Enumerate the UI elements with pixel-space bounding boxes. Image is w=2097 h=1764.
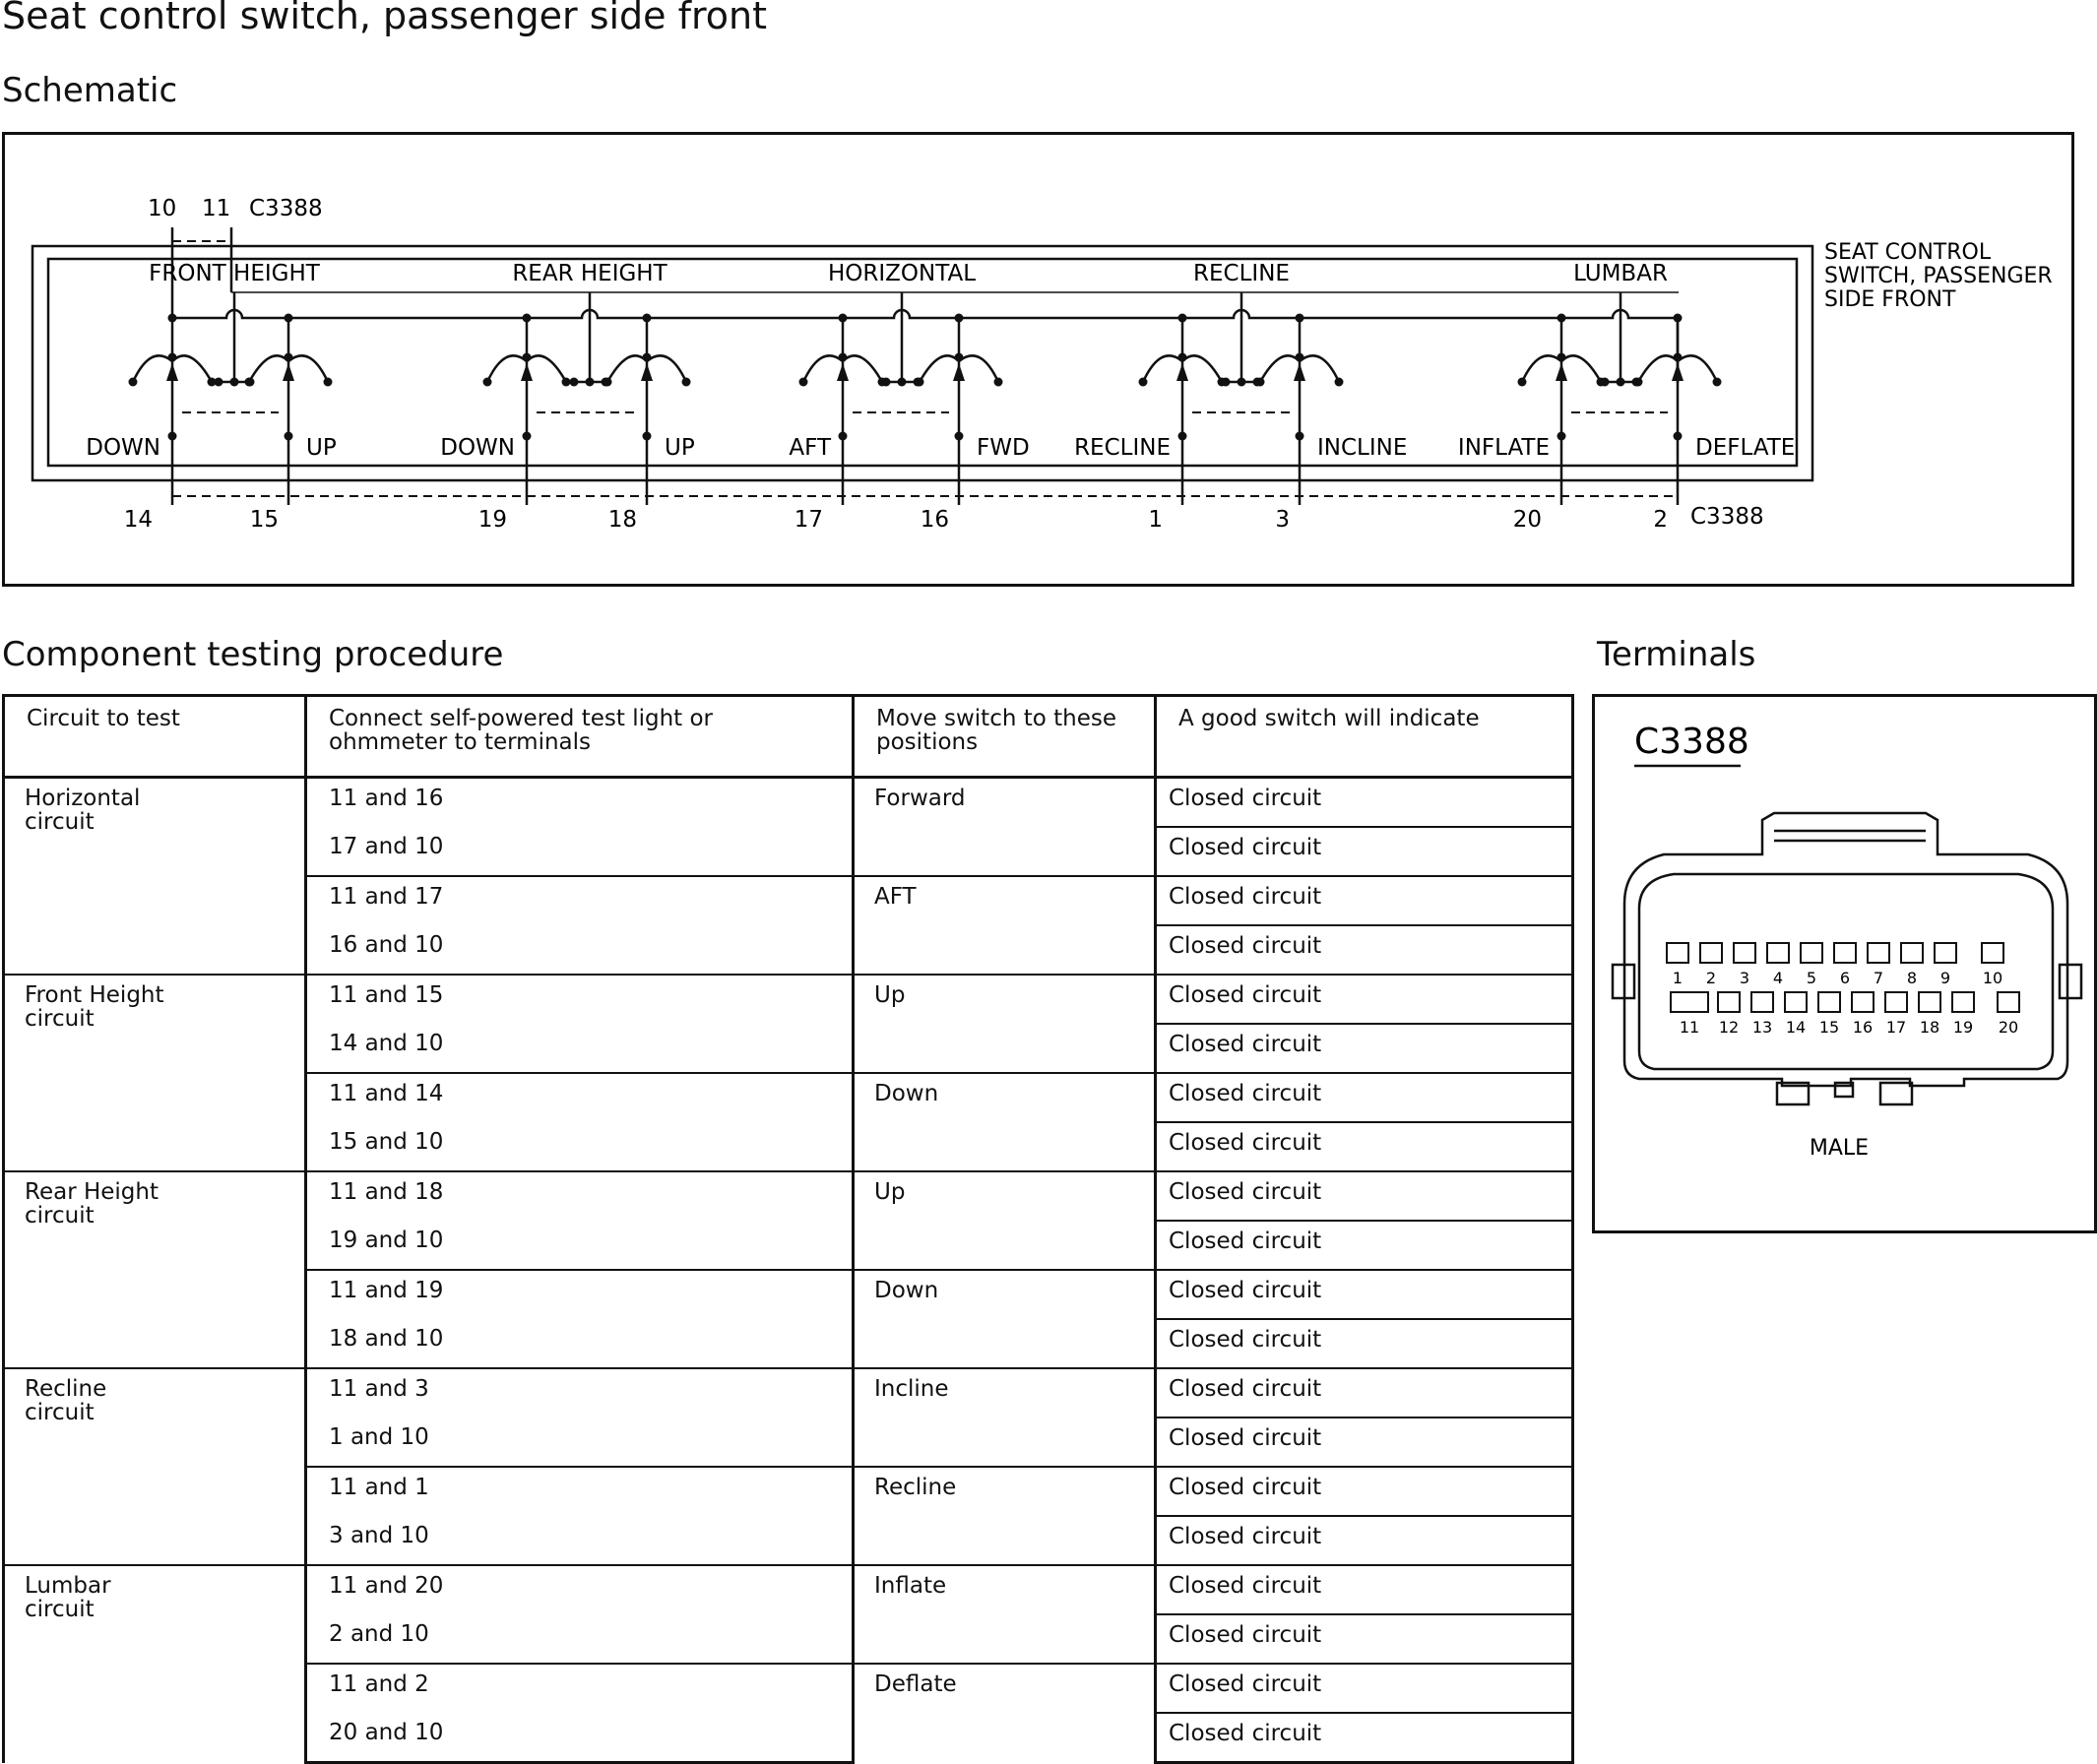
result-cell: Closed circuit bbox=[1156, 1368, 1573, 1418]
switch-arrow bbox=[641, 363, 653, 381]
pin-number-label: 16 bbox=[920, 507, 949, 533]
circuit-name: Front Height circuit bbox=[25, 982, 164, 1032]
contact-dot bbox=[1713, 378, 1722, 387]
junction-dot bbox=[1296, 314, 1304, 323]
terminal-number: 8 bbox=[1906, 969, 1918, 987]
junction-dot bbox=[839, 314, 848, 323]
table-header-row bbox=[4, 696, 1573, 778]
switch-arrow bbox=[837, 363, 849, 381]
table-body bbox=[4, 778, 1573, 1763]
result-cell: Closed circuit bbox=[1156, 1221, 1573, 1270]
switch-position-cell: Down bbox=[854, 1270, 1156, 1368]
contact-dot bbox=[483, 378, 492, 387]
terminal-pair-cell: 11 and 16 bbox=[306, 778, 854, 828]
terminal-number: 7 bbox=[1873, 969, 1884, 987]
switch-arrow bbox=[283, 363, 294, 381]
circuit-name: Rear Height circuit bbox=[25, 1179, 159, 1228]
terminal-cavity bbox=[1998, 992, 2019, 1012]
contact-dot bbox=[1218, 378, 1227, 387]
junction-dot bbox=[1178, 432, 1187, 441]
side-key bbox=[2060, 965, 2081, 998]
switch-arrow bbox=[1294, 363, 1305, 381]
page-title: Seat control switch, passenger side front bbox=[2, 0, 768, 37]
switch-position-cell: Inflate bbox=[854, 1565, 1156, 1664]
switch-blade bbox=[1561, 355, 1601, 382]
circuit-name: Recline circuit bbox=[25, 1376, 107, 1425]
junction-dot bbox=[523, 432, 532, 441]
circuit-name: Lumbar circuit bbox=[25, 1573, 111, 1622]
column-header-indication: A good switch will indicate bbox=[1156, 696, 1573, 778]
switch-position-cell: Down bbox=[854, 1073, 1156, 1171]
result-cell: Closed circuit bbox=[1156, 1073, 1573, 1122]
pin-number-label: 20 bbox=[1512, 507, 1542, 533]
terminal-pair-cell: 11 and 2 bbox=[306, 1664, 854, 1713]
group-title-label: FRONT HEIGHT bbox=[149, 261, 320, 286]
group-title-label: HORIZONTAL bbox=[827, 261, 977, 286]
pin-number-label: 17 bbox=[794, 507, 823, 533]
table-row bbox=[4, 778, 1573, 828]
pole-label: UP bbox=[665, 435, 695, 461]
result-cell: Closed circuit bbox=[1156, 1024, 1573, 1073]
contact-dot bbox=[208, 378, 217, 387]
terminal-pair-cell: 14 and 10 bbox=[306, 1024, 854, 1073]
terminal-number: 20 bbox=[1998, 1018, 2019, 1037]
terminal-number: 10 bbox=[1982, 969, 2003, 987]
component-testing-table bbox=[2, 694, 1574, 1764]
terminal-pair-cell: 20 and 10 bbox=[306, 1713, 854, 1763]
terminal-pair-cell: 11 and 20 bbox=[306, 1565, 854, 1614]
terminal-number: 3 bbox=[1739, 969, 1750, 987]
result-cell: Closed circuit bbox=[1156, 1270, 1573, 1319]
switch-position-cell: Incline bbox=[854, 1368, 1156, 1467]
junction-dot bbox=[285, 314, 293, 323]
pole-label: INCLINE bbox=[1317, 435, 1408, 461]
contact-dot bbox=[1518, 378, 1527, 387]
component-label: SWITCH, PASSENGER bbox=[1824, 264, 2053, 288]
terminal-number: 14 bbox=[1785, 1018, 1807, 1037]
result-cell: Closed circuit bbox=[1156, 1565, 1573, 1614]
pin-number-label: 1 bbox=[1148, 507, 1163, 533]
switch-blade bbox=[1182, 355, 1222, 382]
terminal-cavity bbox=[1700, 943, 1722, 963]
terminal-cavity bbox=[1868, 943, 1889, 963]
group-title-label: RECLINE bbox=[1193, 261, 1290, 286]
switch-arrow bbox=[1176, 363, 1188, 381]
pin-number-label: 15 bbox=[249, 507, 279, 533]
junction-dot bbox=[168, 432, 177, 441]
terminal-cavity bbox=[1751, 992, 1773, 1012]
connector-label: C3388 bbox=[1690, 504, 1764, 530]
terminal-pair-cell: 11 and 18 bbox=[306, 1171, 854, 1221]
terminal-pair-cell: 2 and 10 bbox=[306, 1614, 854, 1664]
terminal-cavity bbox=[1671, 992, 1708, 1012]
junction-dot bbox=[1674, 314, 1683, 323]
terminal-number: 5 bbox=[1806, 969, 1817, 987]
switch-position-cell: Deflate bbox=[854, 1664, 1156, 1763]
terminal-number: 16 bbox=[1852, 1018, 1874, 1037]
junction-dot bbox=[955, 314, 964, 323]
column-header-circuit: Circuit to test bbox=[4, 696, 306, 778]
switch-blade bbox=[527, 355, 566, 382]
contact-dot bbox=[129, 378, 138, 387]
switch-blade bbox=[249, 355, 288, 382]
pole-label: DOWN bbox=[86, 435, 160, 461]
terminal-number: 15 bbox=[1818, 1018, 1840, 1037]
terminal-number: 17 bbox=[1885, 1018, 1907, 1037]
junction-dot bbox=[168, 314, 177, 323]
terminal-pair-cell: 11 and 19 bbox=[306, 1270, 854, 1319]
result-cell: Closed circuit bbox=[1156, 1713, 1573, 1763]
schematic-heading: Schematic bbox=[2, 71, 178, 110]
junction-dot bbox=[643, 432, 652, 441]
result-cell: Closed circuit bbox=[1156, 827, 1573, 876]
terminal-cavity bbox=[1935, 943, 1956, 963]
schematic-diagram bbox=[5, 135, 2077, 590]
result-cell: Closed circuit bbox=[1156, 925, 1573, 975]
column-header-terminals: Connect self-powered test light or ohmmeter to terminals bbox=[306, 696, 854, 778]
switch-blade bbox=[1522, 355, 1561, 382]
result-cell: Closed circuit bbox=[1156, 1319, 1573, 1368]
result-cell: Closed circuit bbox=[1156, 1122, 1573, 1171]
contact-dot bbox=[245, 378, 254, 387]
junction-dot bbox=[643, 314, 652, 323]
junction-dot bbox=[1296, 432, 1304, 441]
switch-blade bbox=[920, 355, 959, 382]
terminal-number: 18 bbox=[1919, 1018, 1940, 1037]
column-header-positions: Move switch to these positions bbox=[854, 696, 1156, 778]
contact-dot bbox=[324, 378, 333, 387]
junction-dot bbox=[839, 432, 848, 441]
pole-label: RECLINE bbox=[1074, 435, 1171, 461]
pole-label: DOWN bbox=[440, 435, 515, 461]
pin-number-label: 3 bbox=[1275, 507, 1290, 533]
switch-blade bbox=[843, 355, 882, 382]
pin-number-label: 18 bbox=[607, 507, 637, 533]
terminal-cavity bbox=[1885, 992, 1907, 1012]
contact-dot bbox=[1597, 378, 1606, 387]
result-cell: Closed circuit bbox=[1156, 1418, 1573, 1467]
contact-dot bbox=[1634, 378, 1643, 387]
switch-blade bbox=[1300, 355, 1339, 382]
terminal-pair-cell: 11 and 14 bbox=[306, 1073, 854, 1122]
contact-dot bbox=[682, 378, 691, 387]
circuit-name-cell bbox=[4, 1565, 306, 1763]
connector-name: C3388 bbox=[1634, 722, 1749, 762]
terminal-cavity bbox=[1952, 992, 1974, 1012]
pin-number-label: 2 bbox=[1653, 507, 1668, 533]
terminal-pair-cell: 3 and 10 bbox=[306, 1516, 854, 1565]
component-label: SIDE FRONT bbox=[1824, 287, 1956, 312]
contact-dot bbox=[1139, 378, 1148, 387]
terminal-number: 19 bbox=[1952, 1018, 1974, 1037]
terminal-cavity bbox=[1919, 992, 1940, 1012]
terminal-number: 11 bbox=[1679, 1018, 1700, 1037]
terminal-number: 2 bbox=[1705, 969, 1717, 987]
terminal-pair-cell: 15 and 10 bbox=[306, 1122, 854, 1171]
terminal-cavity bbox=[1801, 943, 1822, 963]
pin-number-label: 19 bbox=[477, 507, 507, 533]
contact-dot bbox=[799, 378, 808, 387]
switch-position-cell: AFT bbox=[854, 876, 1156, 975]
result-cell: Closed circuit bbox=[1156, 778, 1573, 828]
pole-label: INFLATE bbox=[1457, 435, 1550, 461]
switch-blade bbox=[1143, 355, 1182, 382]
terminals-heading: Terminals bbox=[1597, 635, 1756, 674]
pole-label: UP bbox=[306, 435, 337, 461]
switch-blade bbox=[803, 355, 843, 382]
procedure-heading: Component testing procedure bbox=[2, 635, 504, 674]
switch-blade bbox=[288, 355, 328, 382]
junction-dot bbox=[1178, 314, 1187, 323]
result-cell: Closed circuit bbox=[1156, 1516, 1573, 1565]
result-cell: Closed circuit bbox=[1156, 876, 1573, 925]
terminal-number: 4 bbox=[1772, 969, 1784, 987]
bottom-key bbox=[1880, 1083, 1912, 1104]
top-pin-label: 11 bbox=[202, 196, 231, 221]
contact-dot bbox=[916, 378, 924, 387]
switch-blade bbox=[1638, 355, 1678, 382]
switch-blade bbox=[607, 355, 647, 382]
terminal-pair-cell: 11 and 3 bbox=[306, 1368, 854, 1418]
result-cell: Closed circuit bbox=[1156, 1467, 1573, 1516]
terminal-cavity bbox=[1785, 992, 1807, 1012]
circuit-name: Horizontal circuit bbox=[25, 786, 141, 835]
switch-position-cell: Up bbox=[854, 1171, 1156, 1270]
junction-dot bbox=[1674, 432, 1683, 441]
group-title-label: REAR HEIGHT bbox=[512, 261, 667, 286]
terminal-number: 9 bbox=[1939, 969, 1951, 987]
terminal-pair-cell: 17 and 10 bbox=[306, 827, 854, 876]
terminal-pair-cell: 18 and 10 bbox=[306, 1319, 854, 1368]
table-row bbox=[4, 1368, 1573, 1418]
terminal-cavity bbox=[1982, 943, 2003, 963]
terminal-cavity bbox=[1767, 943, 1789, 963]
circuit-name-cell bbox=[4, 1368, 306, 1565]
terminal-pair-cell: 11 and 15 bbox=[306, 975, 854, 1024]
terminal-number: 1 bbox=[1672, 969, 1684, 987]
top-pin-label: 10 bbox=[148, 196, 177, 221]
terminal-cavity bbox=[1667, 943, 1688, 963]
switch-blade bbox=[959, 355, 998, 382]
circuit-name-cell bbox=[4, 1171, 306, 1368]
switch-arrow bbox=[1672, 363, 1684, 381]
pole-label: FWD bbox=[977, 435, 1030, 461]
contact-dot bbox=[604, 378, 612, 387]
contact-dot bbox=[562, 378, 571, 387]
switch-arrow bbox=[166, 363, 178, 381]
circuit-name-cell bbox=[4, 975, 306, 1171]
pole-label: AFT bbox=[789, 435, 831, 461]
schematic-panel bbox=[2, 132, 2074, 587]
switch-arrow bbox=[521, 363, 533, 381]
terminal-pair-cell: 19 and 10 bbox=[306, 1221, 854, 1270]
switch-blade bbox=[1260, 355, 1300, 382]
terminal-pair-cell: 1 and 10 bbox=[306, 1418, 854, 1467]
switch-position-cell: Up bbox=[854, 975, 1156, 1073]
switch-blade bbox=[487, 355, 527, 382]
junction-dot bbox=[955, 432, 964, 441]
terminal-cavity bbox=[1834, 943, 1856, 963]
table-row bbox=[4, 975, 1573, 1024]
connector-face-diagram bbox=[1595, 697, 2097, 1236]
terminal-cavity bbox=[1852, 992, 1874, 1012]
connector-label: C3388 bbox=[249, 196, 323, 221]
terminal-cavity bbox=[1718, 992, 1740, 1012]
contact-dot bbox=[1256, 378, 1265, 387]
terminal-number: 12 bbox=[1718, 1018, 1740, 1037]
terminal-cavity bbox=[1901, 943, 1923, 963]
switch-arrow bbox=[953, 363, 965, 381]
switch-position-cell: Recline bbox=[854, 1467, 1156, 1565]
terminal-cavity bbox=[1818, 992, 1840, 1012]
contact-dot bbox=[1335, 378, 1344, 387]
circuit-name-cell bbox=[4, 778, 306, 976]
switch-blade bbox=[647, 355, 686, 382]
contact-dot bbox=[878, 378, 887, 387]
terminal-pair-cell: 16 and 10 bbox=[306, 925, 854, 975]
junction-dot bbox=[1557, 432, 1566, 441]
terminal-cavity bbox=[1734, 943, 1755, 963]
table-row bbox=[4, 1171, 1573, 1221]
result-cell: Closed circuit bbox=[1156, 975, 1573, 1024]
component-label: SEAT CONTROL bbox=[1824, 240, 1992, 265]
switch-position-cell: Forward bbox=[854, 778, 1156, 877]
junction-dot bbox=[523, 314, 532, 323]
group-title-label: LUMBAR bbox=[1573, 261, 1668, 286]
switch-blade bbox=[133, 355, 172, 382]
terminal-number: 6 bbox=[1839, 969, 1851, 987]
terminals-panel bbox=[1592, 694, 2097, 1233]
pole-label: DEFLATE bbox=[1695, 435, 1796, 461]
terminal-pair-cell: 11 and 1 bbox=[306, 1467, 854, 1516]
junction-dot bbox=[285, 432, 293, 441]
connector-gender: MALE bbox=[1809, 1136, 1870, 1161]
terminal-pair-cell: 11 and 17 bbox=[306, 876, 854, 925]
switch-blade bbox=[172, 355, 212, 382]
contact-dot bbox=[994, 378, 1003, 387]
result-cell: Closed circuit bbox=[1156, 1614, 1573, 1664]
result-cell: Closed circuit bbox=[1156, 1171, 1573, 1221]
terminal-number: 13 bbox=[1751, 1018, 1773, 1037]
pin-number-label: 14 bbox=[123, 507, 153, 533]
result-cell: Closed circuit bbox=[1156, 1664, 1573, 1713]
switch-arrow bbox=[1556, 363, 1567, 381]
switch-blade bbox=[1678, 355, 1717, 382]
junction-dot bbox=[1557, 314, 1566, 323]
